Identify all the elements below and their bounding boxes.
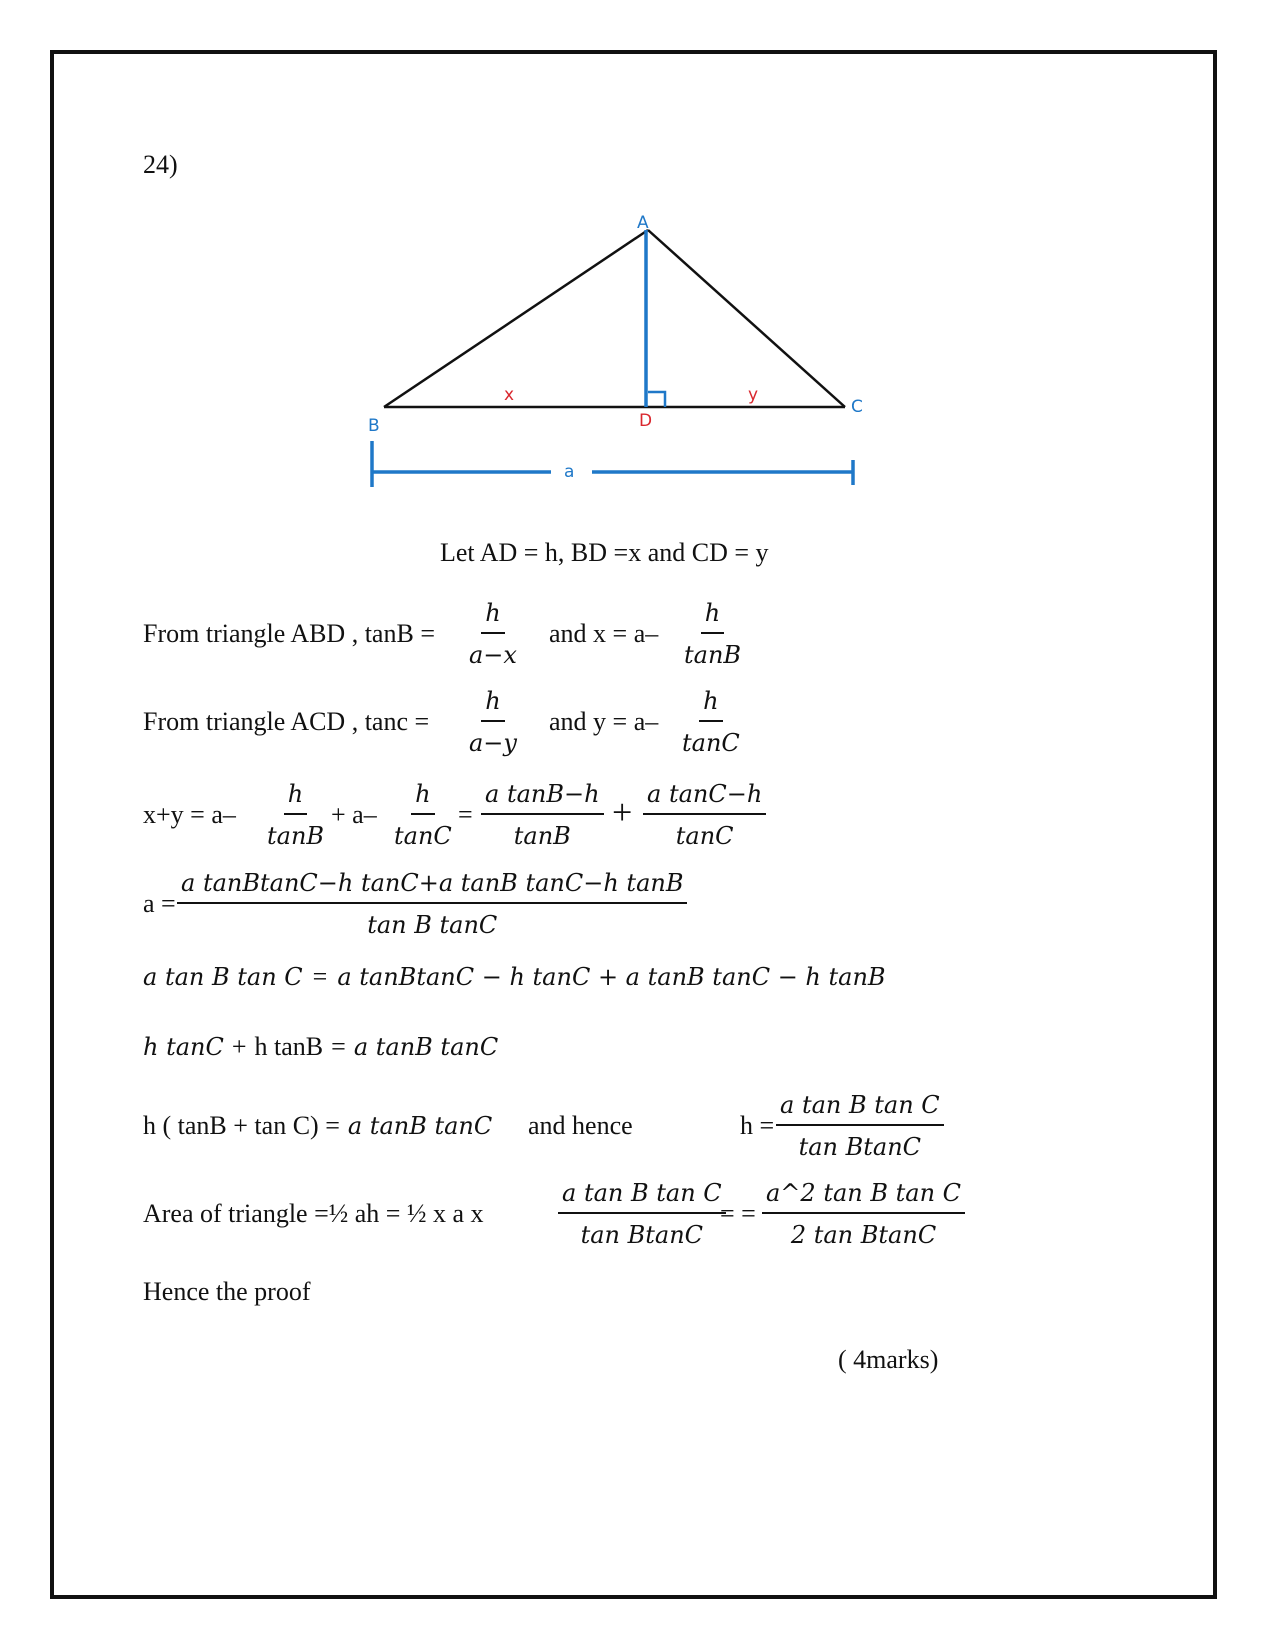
line8-prefix: Area of triangle =½ ah = ½ x a x	[143, 1199, 484, 1228]
fraction-atanc-h	[643, 779, 766, 851]
fraction-numerator: a^2 tan B tan C	[762, 1178, 965, 1214]
line7-rhs: a tanB tanC	[347, 1112, 493, 1140]
fraction-numerator: h	[701, 598, 724, 634]
fraction-numerator: h	[481, 686, 504, 722]
side-ac	[648, 230, 845, 407]
fraction-numerator: a tan B tan C	[558, 1178, 726, 1214]
triangle-outline	[384, 230, 845, 407]
fraction-y	[678, 686, 744, 758]
fraction-denominator: tanB	[684, 641, 742, 669]
line3-equals: =	[458, 800, 473, 829]
fraction-denominator: tanC	[394, 822, 452, 850]
line5-equation	[143, 962, 886, 992]
fraction-denominator: tanC	[682, 729, 740, 757]
fraction-numerator: a tanB−h	[481, 779, 604, 815]
fraction-h-result	[776, 1090, 944, 1162]
fraction-numerator: a tanC−h	[643, 779, 766, 815]
label-x-segment: x	[504, 385, 515, 405]
line2-mid: and y = a–	[549, 707, 659, 736]
line5-equals: =	[312, 962, 328, 991]
fraction-area-1	[558, 1178, 726, 1250]
fraction-h-tanc	[390, 779, 456, 851]
fraction-denominator: 2 tan BtanC	[790, 1221, 937, 1249]
marks-label: ( 4marks)	[838, 1345, 939, 1374]
fraction-numerator: h	[284, 779, 307, 815]
fraction-tanc	[465, 686, 521, 758]
fraction-tanb	[465, 598, 521, 670]
line6-equals: =	[331, 1032, 346, 1061]
label-c-vertex: C	[851, 397, 863, 417]
fraction-denominator: a−x	[469, 641, 517, 669]
label-d-foot: D	[639, 411, 653, 431]
fraction-atanb-h	[481, 779, 604, 851]
fraction-denominator: tan BtanC	[798, 1133, 922, 1161]
fraction-numerator: h	[411, 779, 434, 815]
label-b-vertex: B	[368, 416, 380, 436]
conclusion: Hence the proof	[143, 1277, 311, 1306]
fraction-a-expansion	[177, 868, 687, 940]
fraction-denominator: a−y	[469, 729, 517, 757]
fraction-denominator: tan B tanC	[367, 911, 498, 939]
question-number: 24)	[143, 150, 178, 179]
line8-equals: = =	[720, 1199, 756, 1228]
fraction-numerator: a tanBtanC−h tanC+a tanB tanC−h tanB	[177, 868, 687, 904]
fraction-denominator: tanB	[267, 822, 325, 850]
fraction-numerator: h	[481, 598, 504, 634]
let-statement: Let AD = h, BD =x and CD = y	[440, 538, 769, 567]
triangle-diagram	[0, 0, 1275, 520]
line7-h-equals: h =	[740, 1111, 775, 1140]
side-ab	[384, 230, 648, 407]
line5-lhs: a tan B tan C	[143, 963, 303, 991]
base-dimension-line	[372, 441, 853, 487]
line3-big-plus: +	[612, 792, 633, 832]
line6-term2: h tanB	[254, 1032, 324, 1061]
fraction-denominator: tanB	[513, 822, 571, 850]
line3-plus-a: + a–	[331, 800, 377, 829]
line4-prefix: a =	[143, 889, 176, 918]
line2-prefix: From triangle ACD , tanc =	[143, 707, 430, 736]
label-a-vertex: A	[637, 213, 649, 233]
line7-equation	[143, 1111, 492, 1141]
fraction-area-2	[762, 1178, 965, 1250]
line1-mid: and x = a–	[549, 619, 659, 648]
label-y-segment: y	[748, 385, 759, 405]
fraction-h-tanb	[263, 779, 328, 851]
right-angle-marker	[648, 392, 665, 407]
line6-term3: a tanB tanC	[353, 1033, 499, 1061]
line1-prefix: From triangle ABD , tanB =	[143, 619, 435, 648]
fraction-numerator: a tan B tan C	[776, 1090, 944, 1126]
line5-rhs: a tanBtanC − h tanC + a tanB tanC − h tanB	[337, 963, 886, 991]
line6-equation	[143, 1032, 498, 1062]
line3-prefix: x+y = a–	[143, 800, 236, 829]
fraction-denominator: tan BtanC	[580, 1221, 704, 1249]
fraction-numerator: h	[699, 686, 722, 722]
label-a-base: a	[564, 462, 575, 482]
line7-and-hence: and hence	[528, 1111, 633, 1140]
line6-plus: +	[231, 1032, 247, 1061]
line7-prefix: h ( tanB + tan C) =	[143, 1111, 340, 1140]
fraction-x	[680, 598, 745, 670]
fraction-denominator: tanC	[675, 822, 734, 850]
line6-term1: h tanC	[143, 1033, 224, 1061]
